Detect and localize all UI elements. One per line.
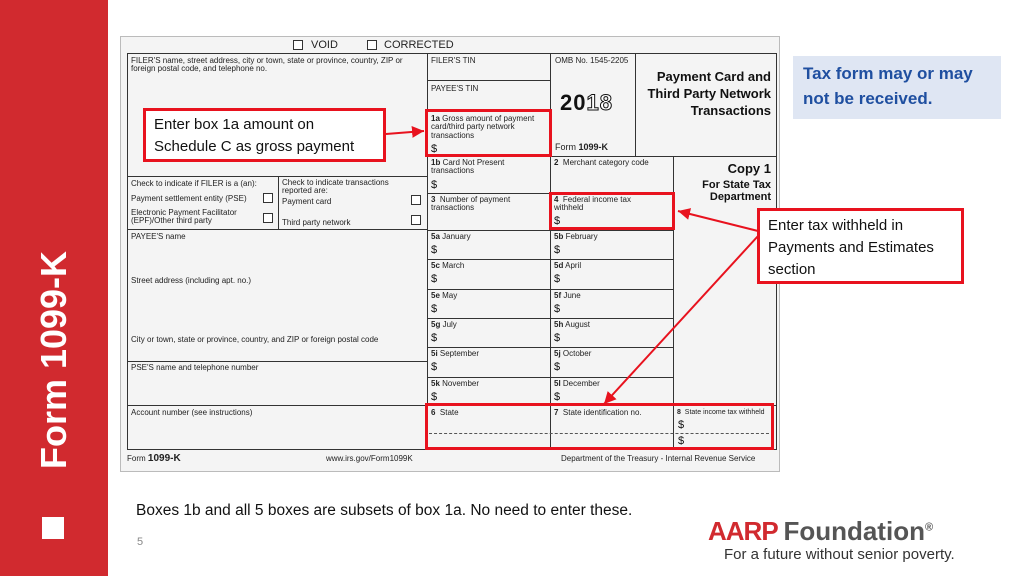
box-5a-dollar: $ <box>431 244 438 256</box>
box-5b-dollar: $ <box>554 244 561 256</box>
box-5c-dollar: $ <box>431 273 438 286</box>
box-5c-label: 5c March <box>431 261 465 271</box>
box-5h-dollar: $ <box>554 331 561 344</box>
box-5e-label: 5e May <box>431 290 458 300</box>
box-5l-label: 5l December <box>554 378 600 388</box>
epf-label: Electronic Payment Facilitator (EPF)/Other third party <box>131 208 237 226</box>
brand-tagline: For a future without senior poverty. <box>724 546 955 563</box>
filer-tin-label: FILER'S TIN <box>431 56 476 65</box>
box-5k-label: 5k November <box>431 378 480 388</box>
footnote: Boxes 1b and all 5 boxes are subsets of box 1a. No need to enter these. <box>136 502 633 519</box>
box-5b-label: 5b February <box>554 232 598 241</box>
box-7-label: 7 State identification no. <box>554 408 642 417</box>
box-5j-dollar: $ <box>554 361 561 374</box>
pse-label: Payment settlement entity (PSE) <box>131 194 247 203</box>
box-5d-label: 5d April <box>554 261 582 271</box>
box-5k-dollar: $ <box>431 390 438 403</box>
check-trans-label: Check to indicate transactions reported are: <box>282 178 389 196</box>
box-5f-dollar: $ <box>554 302 561 315</box>
slide-title: Form 1099-K <box>33 250 74 470</box>
form-title: Payment Card and Third Party Network Transactions <box>647 69 771 118</box>
box-2-label: 2 Merchant category code <box>554 158 649 167</box>
copy-sub: For State Tax Department <box>702 179 771 204</box>
box-4-label: 4 Federal income tax withheld <box>554 195 631 213</box>
payee-tin-label: PAYEE'S TIN <box>431 84 479 93</box>
box-5j-label: 5j October <box>554 349 592 359</box>
street-label: Street address (including apt. no.) <box>131 276 252 285</box>
check-filer-label: Check to indicate if FILER is a (an): <box>131 179 257 188</box>
box-5h-label: 5h August <box>554 319 591 329</box>
box-1a-callout: Enter box 1a amount on Schedule C as gross payment <box>143 108 386 162</box>
box-5g-dollar: $ <box>431 331 438 344</box>
city-label: City or town, state or province, country, and ZIP or foreign postal code <box>131 335 379 344</box>
box-6-label: 6 State <box>431 408 459 417</box>
pse-name-label: PSE'S name and telephone number <box>131 363 259 372</box>
withheld-callout: Enter tax withheld in Payments and Estimates section <box>757 208 964 284</box>
box-4-dollar: $ <box>554 215 561 227</box>
tax-form-note: Tax form may or may not be received. <box>793 56 1001 119</box>
void-label: VOID <box>311 39 338 51</box>
footer-form: Form 1099-K <box>127 453 181 464</box>
filer-label: FILER'S name, street address, city or town, state or province, country, ZIP or foreign postal code, and telephone no. <box>131 56 403 74</box>
box-1b-dollar: $ <box>431 179 438 191</box>
box-3-label: 3 Number of payment transactions <box>431 195 511 213</box>
box-5e-dollar: $ <box>431 302 438 315</box>
footer-dept: Department of the Treasury - Internal Revenue Service <box>561 454 756 463</box>
box-1b-label: 1b Card Not Present transactions <box>431 158 505 176</box>
box-1a-label: 1a Gross amount of payment card/third party network transactions <box>431 114 535 140</box>
box-8-label: 8 State income tax withheld <box>677 409 765 416</box>
aarp-foundation-logo: AARP Foundation® <box>708 516 933 546</box>
box-5d-dollar: $ <box>554 273 561 286</box>
box-5g-label: 5g July <box>431 319 457 329</box>
payee-name-label: PAYEE'S name <box>131 232 186 241</box>
box-5l-dollar: $ <box>554 390 561 403</box>
box-5i-label: 5i September <box>431 349 480 359</box>
page-number: 5 <box>137 536 144 548</box>
arrow-to-state <box>604 236 758 404</box>
arrow-to-1a <box>386 131 424 134</box>
account-label: Account number (see instructions) <box>131 408 253 417</box>
box-8-dollar-2: $ <box>678 435 685 447</box>
payment-card-label: Payment card <box>282 197 332 206</box>
arrow-to-box4 <box>678 211 758 231</box>
footer-url: www.irs.gov/Form1099K <box>326 454 413 463</box>
box-5f-label: 5f June <box>554 290 581 300</box>
omb-label: OMB No. 1545-2205 <box>555 56 629 65</box>
copy-title: Copy 1 <box>727 161 771 176</box>
corrected-label: CORRECTED <box>384 39 454 51</box>
box-5a-label: 5a January <box>431 232 471 241</box>
tax-year: 2018 <box>560 90 613 115</box>
box-5i-dollar: $ <box>431 361 438 374</box>
box-8-dollar-1: $ <box>678 419 685 431</box>
third-party-label: Third party network <box>282 218 351 227</box>
form-number: Form 1099-K <box>555 142 609 152</box>
box-1a-dollar: $ <box>431 143 438 155</box>
